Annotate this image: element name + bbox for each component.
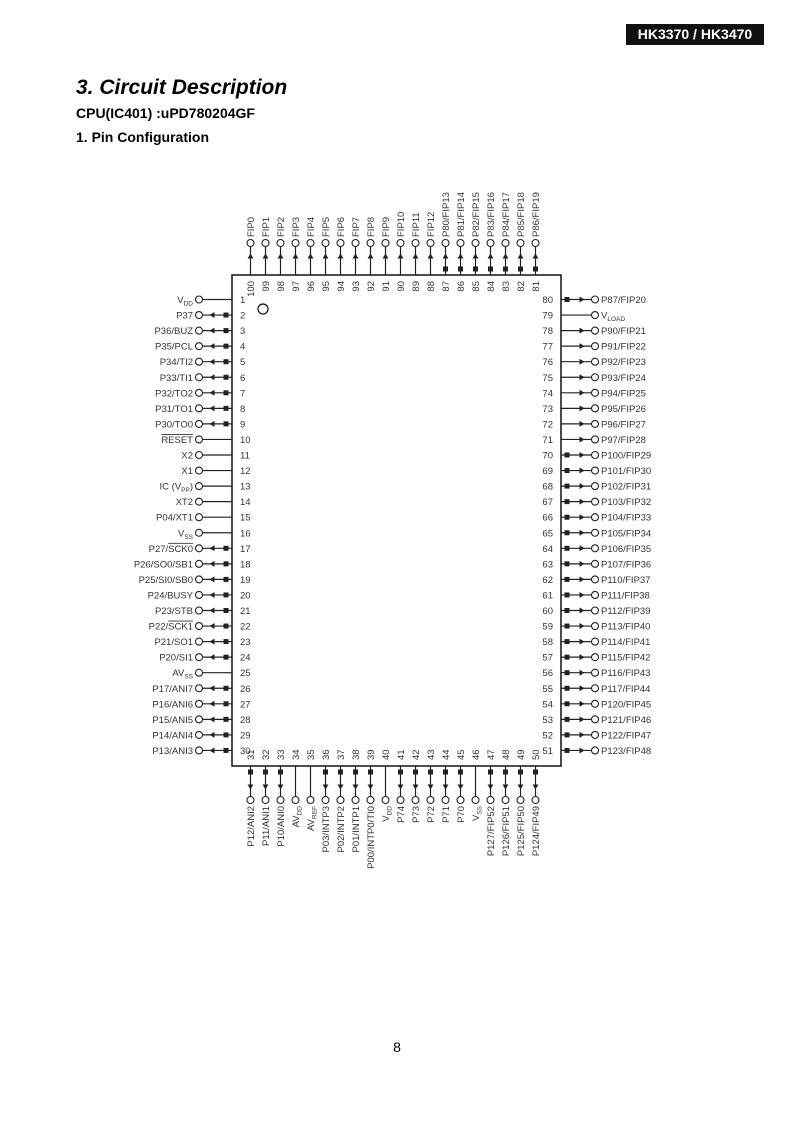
pin-label: P123/FIP48 [601,745,652,757]
pin-label: $V_{SS}$ [177,528,193,541]
pin-label: $V_{LOAD}$ [601,310,626,324]
pin-label: P82/FIP15 [471,192,482,237]
pin-label: P21/SO1 [154,637,193,649]
pin-label: P37 [176,310,193,322]
pin-number: 75 [542,372,553,384]
pin-number: 17 [240,543,251,555]
pin-label: P93/FIP24 [601,372,646,384]
pin-label: FIP1 [261,216,272,237]
pin-number: 63 [542,559,553,571]
pin-label: P03/INTP3 [321,806,332,853]
pin-number: 41 [396,749,407,760]
pin-label: P80/FIP13 [441,192,452,237]
pin-number: 42 [411,749,422,760]
pin-41-p74 [396,749,407,822]
pin-label: P107/FIP36 [601,559,652,571]
pin-label: P104/FIP33 [601,512,652,524]
pin-number: 84 [486,281,497,292]
pin-number: 80 [542,295,553,306]
pin-number: 38 [351,749,362,760]
pin-label: FIP2 [276,216,287,237]
pin-label: P106/FIP35 [601,543,652,555]
pin-number: 28 [240,714,251,726]
pin-label: X2 [181,450,193,462]
pin-label: P126/FIP51 [501,806,512,857]
pin-label: $AV_{DD}$ [291,806,304,828]
pin-number: 40 [381,749,392,760]
pin-number: 13 [240,481,251,493]
pin-label: RESET [161,434,193,446]
pin-label: P26/SO0/SB1 [133,559,193,571]
pin-number: 45 [456,749,467,760]
pin-number: 61 [542,590,553,602]
pin-number: 52 [542,730,553,742]
pin-number: 95 [321,281,332,292]
pin-label: P90/FIP21 [601,326,646,338]
pin-label: FIP0 [246,216,257,237]
pin-label: FIP3 [291,216,302,237]
pin-label: P125/FIP50 [516,806,527,857]
pin-label: P105/FIP34 [601,528,652,540]
pin-number: 96 [306,281,317,292]
pin-number: 91 [381,281,392,292]
pin-label: P22/SCK1 [148,621,193,633]
pin-number: 32 [261,749,272,760]
pin-label: FIP8 [366,216,377,237]
pin-label: P101/FIP30 [601,466,652,478]
pin-label: P92/FIP23 [601,357,646,369]
pin-number: 78 [542,326,553,338]
pin-number: 82 [516,281,527,292]
pin-label: P35/PCL [154,341,193,353]
pin-number: 26 [240,683,251,695]
pin-label: FIP9 [381,216,392,237]
pin-number: 11 [240,450,250,462]
pin-number: 21 [240,606,251,617]
pin-label: FIP6 [336,216,347,237]
pin-label: P70 [456,806,467,823]
pin-number: 70 [542,450,553,462]
pin-number: 49 [516,749,527,760]
pin-label: P32/TO2 [155,388,193,400]
pin-label: P17/ANI7 [152,683,193,695]
pin-label: P16/ANI6 [152,699,193,711]
pin-label: FIP7 [351,216,362,237]
pin-label: FIP5 [321,216,332,237]
pin-label: P86/FIP19 [531,192,542,237]
pin-label: P74 [396,806,407,823]
pin-16-vss [178,528,251,541]
pin-label: $AV_{SS}$ [172,668,193,681]
pin-label: P33/TI1 [159,372,193,384]
pin-number: 90 [396,281,407,292]
pin-12-x1 [181,466,250,477]
pin-number: 24 [240,652,251,664]
pin-label: P14/ANI4 [152,730,193,742]
pin-label: P95/FIP26 [601,403,646,415]
pin-40-vdd [381,749,394,821]
pin-label: P116/FIP43 [601,668,651,680]
pin-number: 39 [366,749,377,760]
pin-number: 66 [542,512,553,524]
pin-label: P23/STB [154,606,193,617]
pin-14-xt2 [176,497,251,508]
pin-46-vss [471,749,484,821]
pin-number: 79 [542,310,553,322]
pin-number: 6 [240,372,246,384]
pin-number: 23 [240,637,251,649]
pin-number: 51 [542,745,553,757]
pin-11-x2 [181,451,250,462]
pin-number: 1 [240,295,246,306]
pin-label: P31/TO1 [155,403,193,415]
pin-label: FIP10 [396,211,407,237]
pin-label: FIP4 [306,216,317,237]
pin-number: 77 [542,341,553,353]
pin-label: FIP11 [411,212,422,237]
pin-number: 14 [240,497,251,509]
page-number: 8 [393,1039,401,1055]
pin-label: P01/INTP1 [351,806,362,853]
pin-number: 15 [240,512,251,524]
pin-number: 53 [542,714,553,726]
pin-label: P91/FIP22 [601,341,646,353]
pin-label: P02/INTP2 [336,806,347,853]
pin-number: 97 [291,281,302,292]
pin-number: 35 [306,749,317,760]
pin-label: P36/BUZ [154,326,193,338]
pin-label: P100/FIP29 [601,450,652,462]
pin-label: P73 [411,806,422,823]
pin-label: P114/FIP41 [601,637,651,649]
pin-number: 100 [246,281,257,297]
pin-number: 18 [240,559,251,571]
pin-number: 7 [240,388,246,400]
pin-number: 60 [542,606,553,617]
pin-number: 72 [542,419,553,431]
pin-label: P24/BUSY [147,590,193,602]
pin-label: P27/SCK0 [148,543,193,555]
pin-label: P97/FIP28 [601,434,646,446]
pin-label: P117/FIP44 [601,683,651,695]
pin-number: 2 [240,310,246,322]
pin-label: P81/FIP14 [456,192,467,237]
pin-label: P72 [426,806,437,823]
pin-number: 48 [501,749,512,760]
pin-number: 37 [336,749,347,760]
pin-label: P20/SI1 [159,652,193,664]
pin-number: 31 [246,749,257,760]
pin-label: P103/FIP32 [601,497,652,509]
pin-label: P124/FIP49 [531,806,542,857]
pin-number: 64 [542,543,553,555]
pin-label: P87/FIP20 [601,295,646,306]
pin-number: 27 [240,699,251,711]
pin-number: 19 [240,574,251,586]
pin-number: 71 [542,434,553,446]
pin-number: 58 [542,637,553,649]
pin-label: X1 [181,466,193,478]
pin-label: P94/FIP25 [601,388,646,400]
pin-number: 34 [291,749,302,760]
pin-label: P127/FIP52 [486,806,497,857]
pin-100-fip0 [246,217,257,297]
pin-number: 55 [542,683,553,695]
pin-number: 89 [411,281,422,292]
pin-label: P83/FIP16 [486,192,497,237]
pin-number: 9 [240,419,246,431]
pin-label: P04/XT1 [156,512,193,524]
pin-number: 20 [240,590,251,602]
pin-label: P96/FIP27 [601,419,646,431]
pin-number: 98 [276,281,287,292]
pin-number: 8 [240,403,246,415]
pin-43-p72 [426,749,437,822]
pin-44-p71 [441,749,452,822]
pin-number: 69 [542,466,553,478]
pin-number: 81 [531,281,542,292]
pin-number: 62 [542,574,553,586]
section-title: 3. Circuit Description [76,76,288,99]
pin-number: 93 [351,281,362,292]
pin-label: XT2 [175,497,193,509]
pin-label: P25/SI0/SB0 [138,574,193,586]
pin-label: P11/ANI1 [261,806,272,846]
pin-number: 43 [426,749,437,760]
pin-number: 67 [542,497,553,509]
pin-label: P13/ANI3 [152,745,193,757]
pin-label: P120/FIP45 [601,699,652,711]
pin-number: 25 [240,668,251,680]
pin-label: P84/FIP17 [501,192,512,237]
pin-label: P71 [441,806,452,823]
pin-number: 99 [261,281,272,292]
pin-number: 33 [276,749,287,760]
pin-label: $V_{DD}$ [381,806,394,822]
ic-package-body [232,275,561,766]
pin-number: 94 [336,281,347,292]
pin-label: P113/FIP40 [601,621,651,633]
pin-number: 50 [531,749,542,760]
pin-number: 56 [542,668,553,680]
pin-label: P15/ANI5 [152,714,193,726]
pin-number: 29 [240,730,251,742]
pin-label: FIP12 [426,211,437,237]
pin-number: 85 [471,281,482,292]
pin-number: 74 [542,388,553,400]
pin-label: P122/FIP47 [601,730,652,742]
pin-42-p73 [411,749,422,822]
pin-label: P10/ANI0 [276,806,287,847]
pin-number: 86 [456,281,467,292]
pin-label: P111/FIP38 [601,590,650,602]
pin-number: 54 [542,699,553,711]
pin-number: 10 [240,434,251,446]
pin-number: 4 [240,341,246,353]
pin-number: 57 [542,652,553,664]
pin-label: P34/TI2 [159,357,193,369]
pin-label: P115/FIP42 [601,652,651,664]
pin-number: 65 [542,528,553,540]
pin-label: $AV_{REF}$ [306,806,319,831]
pin-number: 83 [501,281,512,292]
pin-label: P102/FIP31 [601,481,652,493]
pin-number: 87 [441,281,452,292]
pin-label: P30/TO0 [155,419,193,431]
pin-number: 76 [542,357,553,369]
pin-configuration-heading: 1. Pin Configuration [76,129,209,145]
pin-label: P112/FIP39 [601,606,651,617]
pin-number: 22 [240,621,251,633]
pin-number: 5 [240,357,246,369]
pin-number: 88 [426,281,437,292]
pin-39-p00-intp0-ti0 [366,749,377,868]
pin-number: 16 [240,528,251,540]
pin-label: P00/INTP0/TI0 [366,806,377,869]
pin-number: 59 [542,621,553,633]
pin-number: 30 [240,745,251,757]
pin-label: IC $(V_{PP})$ [159,481,193,495]
pin-number: 46 [471,749,482,760]
pin-number: 47 [486,749,497,760]
pin-number: 44 [441,749,452,760]
pin-number: 92 [366,281,377,292]
cpu-subtitle: CPU(IC401) :uPD780204GF [76,105,255,121]
pin-number: 12 [240,466,251,478]
pin-label: P85/FIP18 [516,192,527,237]
pin-number: 73 [542,403,553,415]
model-badge: HK3370 / HK3470 [626,24,764,45]
pin-label: $V_{SS}$ [471,806,484,822]
pin-label: P110/FIP37 [601,574,651,586]
pin-label: $V_{DD}$ [177,295,193,308]
pin-label: P12/ANI2 [246,806,257,847]
pin-45-p70 [456,749,467,822]
pin-number: 36 [321,749,332,760]
pin-number: 3 [240,326,246,338]
pin-number: 68 [542,481,553,493]
pin-label: P121/FIP46 [601,714,652,726]
